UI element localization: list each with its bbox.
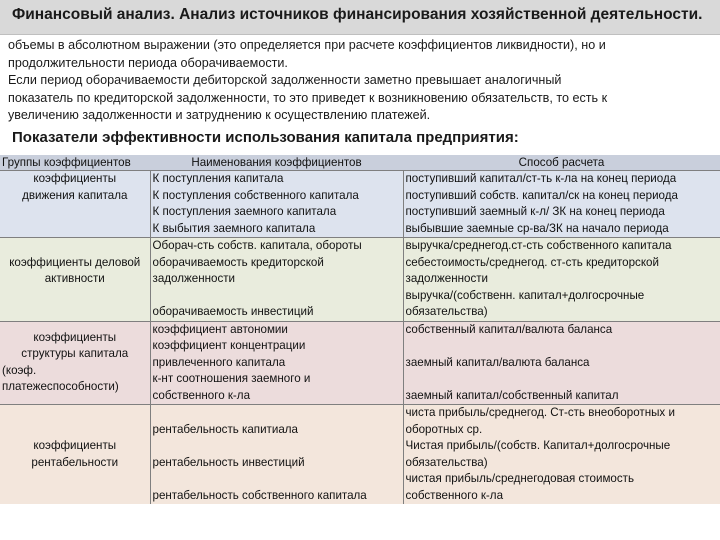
coef-method xyxy=(403,405,720,439)
coef-method-line: заемный капитал/валюта баланса xyxy=(405,355,590,369)
coef-name-line: рентабельность собственного капитала xyxy=(152,488,367,502)
coef-name xyxy=(150,438,403,471)
coef-name-line: к-нт соотношения заемного и xyxy=(152,372,311,385)
table-row xyxy=(0,238,720,255)
coef-method xyxy=(403,188,720,205)
coef-method-line: выбывшие заемные ср-ва/ЗК на начало периода xyxy=(405,221,669,235)
coef-name-line: собственного к-ла xyxy=(152,388,251,402)
coef-name-line: оборачиваемость инвестиций xyxy=(152,305,314,318)
coef-method-line: поступивший заемный к-л/ ЗК на конец периода xyxy=(405,205,665,218)
table-header-row xyxy=(0,155,720,171)
coef-name xyxy=(150,471,403,504)
coef-name xyxy=(150,371,403,405)
slide-title-bar xyxy=(0,0,720,35)
coef-name xyxy=(150,204,403,221)
table-row xyxy=(0,321,720,338)
intro-line: Если период оборачиваемости дебиторской задолженности заметно превышает аналогичный xyxy=(8,73,562,87)
coef-method-line: выручка/среднегод.ст-сть собственного капитала xyxy=(405,239,672,252)
coef-method-line: собственный капитал/валюта баланса xyxy=(405,322,613,336)
group-cell-activity xyxy=(0,238,150,322)
slide-title: Финансовый анализ. Анализ источников финансирования хозяйственной деятельности. xyxy=(12,6,703,23)
group-label-line: коэффициенты деловой xyxy=(9,255,141,269)
group-label-line: коэффициенты xyxy=(33,330,117,344)
coef-method xyxy=(403,338,720,371)
coef-method xyxy=(403,288,720,322)
intro-text xyxy=(8,37,718,125)
coef-name-line: К поступления капитала xyxy=(152,172,284,185)
coef-method xyxy=(403,321,720,338)
coef-method-line: чистая прибыль/среднегодовая стоимость xyxy=(405,472,635,485)
coefficients-table xyxy=(0,155,720,504)
coef-name xyxy=(150,338,403,371)
coef-name xyxy=(150,321,403,338)
coef-name-line: Оборач-сть собств. капитала, обороты xyxy=(152,239,362,252)
coef-name xyxy=(150,221,403,238)
coef-name-line: оборачиваемость кредиторской xyxy=(152,255,324,269)
section-subtitle: Показатели эффективности использования капитала предприятия: xyxy=(12,129,519,146)
table-row xyxy=(0,171,720,188)
coef-method xyxy=(403,471,720,504)
header-groups: Группы коэффициентов xyxy=(0,155,150,171)
coef-method-line: чиста прибыль/среднегод. Ст-сть внеоборотных и xyxy=(405,406,675,419)
coef-method-line: оборотных ср. xyxy=(405,422,483,436)
group-cell-profitability xyxy=(0,405,150,505)
coef-name-line: К поступления заемного капитала xyxy=(152,205,337,218)
coef-name-line: коэффициент автономии xyxy=(152,322,288,336)
group-label-line: коэффициенты xyxy=(33,439,117,452)
coef-name-line: привлеченного капитала xyxy=(152,355,286,369)
coef-name xyxy=(150,238,403,255)
coef-name-line: рентабельность капитиала xyxy=(152,422,298,436)
coef-method xyxy=(403,171,720,188)
table-row xyxy=(0,405,720,439)
group-cell-structure xyxy=(0,321,150,405)
intro-line: показатель по кредиторской задолженности, то это приведет к возникновению обязательств, то есть к xyxy=(8,90,608,105)
group-label-line: движения капитала xyxy=(22,188,128,202)
coef-name xyxy=(150,188,403,205)
intro-line: продолжительности периода оборачиваемости. xyxy=(8,55,288,70)
coef-method xyxy=(403,371,720,405)
coef-method-line: выручка/(собственн. капитал+долгосрочные xyxy=(405,288,645,302)
coef-method-line: Чистая прибыль/(собств. Капитал+долгосрочные xyxy=(405,439,671,452)
group-label-line: платежеспособности) xyxy=(2,380,119,393)
coef-method-line: себестоимость/среднегод. ст-сть кредиторской xyxy=(405,255,659,269)
coef-name-line: К поступления собственного капитала xyxy=(152,188,359,202)
coef-method-line: обязательства) xyxy=(405,305,488,318)
coef-name-line: рентабельность инвестиций xyxy=(152,455,305,469)
coef-name xyxy=(150,255,403,288)
coef-name-line: коэффициент концентрации xyxy=(152,339,306,352)
coef-method xyxy=(403,204,720,221)
coef-method-line: поступивший собств. капитал/ск на конец периода xyxy=(405,188,678,202)
coef-method-line: поступивший капитал/ст-ть к-ла на конец периода xyxy=(405,172,677,185)
group-label-line: коэффициенты xyxy=(33,172,117,185)
intro-line: увеличению задолженности и затруднению к осуществлению платежей. xyxy=(8,108,431,122)
coef-method xyxy=(403,221,720,238)
group-label-line: (коэф. xyxy=(2,363,37,377)
header-names: Наименования коэффициентов xyxy=(150,155,403,171)
group-cell-movement xyxy=(0,171,150,238)
coef-method-line: обязательства) xyxy=(405,455,488,469)
coef-method-line: собственного к-ла xyxy=(405,488,504,502)
coef-name xyxy=(150,171,403,188)
group-label-line: рентабельности xyxy=(31,455,119,469)
coef-method-line: задолженности xyxy=(405,272,489,285)
coef-method-line: заемный капитал/собственный капитал xyxy=(405,388,619,402)
intro-line: объемы в абсолютном выражении (это определяется при расчете коэффициентов ликвидности), но и xyxy=(8,38,606,52)
coef-method xyxy=(403,255,720,288)
coef-name xyxy=(150,288,403,322)
group-label-line: структуры капитала xyxy=(21,347,129,360)
coef-method xyxy=(403,438,720,471)
group-label-line: активности xyxy=(44,272,105,285)
header-method: Способ расчета xyxy=(403,155,720,171)
coef-name xyxy=(150,405,403,439)
coef-name-line: К выбытия заемного капитала xyxy=(152,221,316,235)
coef-method xyxy=(403,238,720,255)
coef-name-line: задолженности xyxy=(152,272,236,285)
